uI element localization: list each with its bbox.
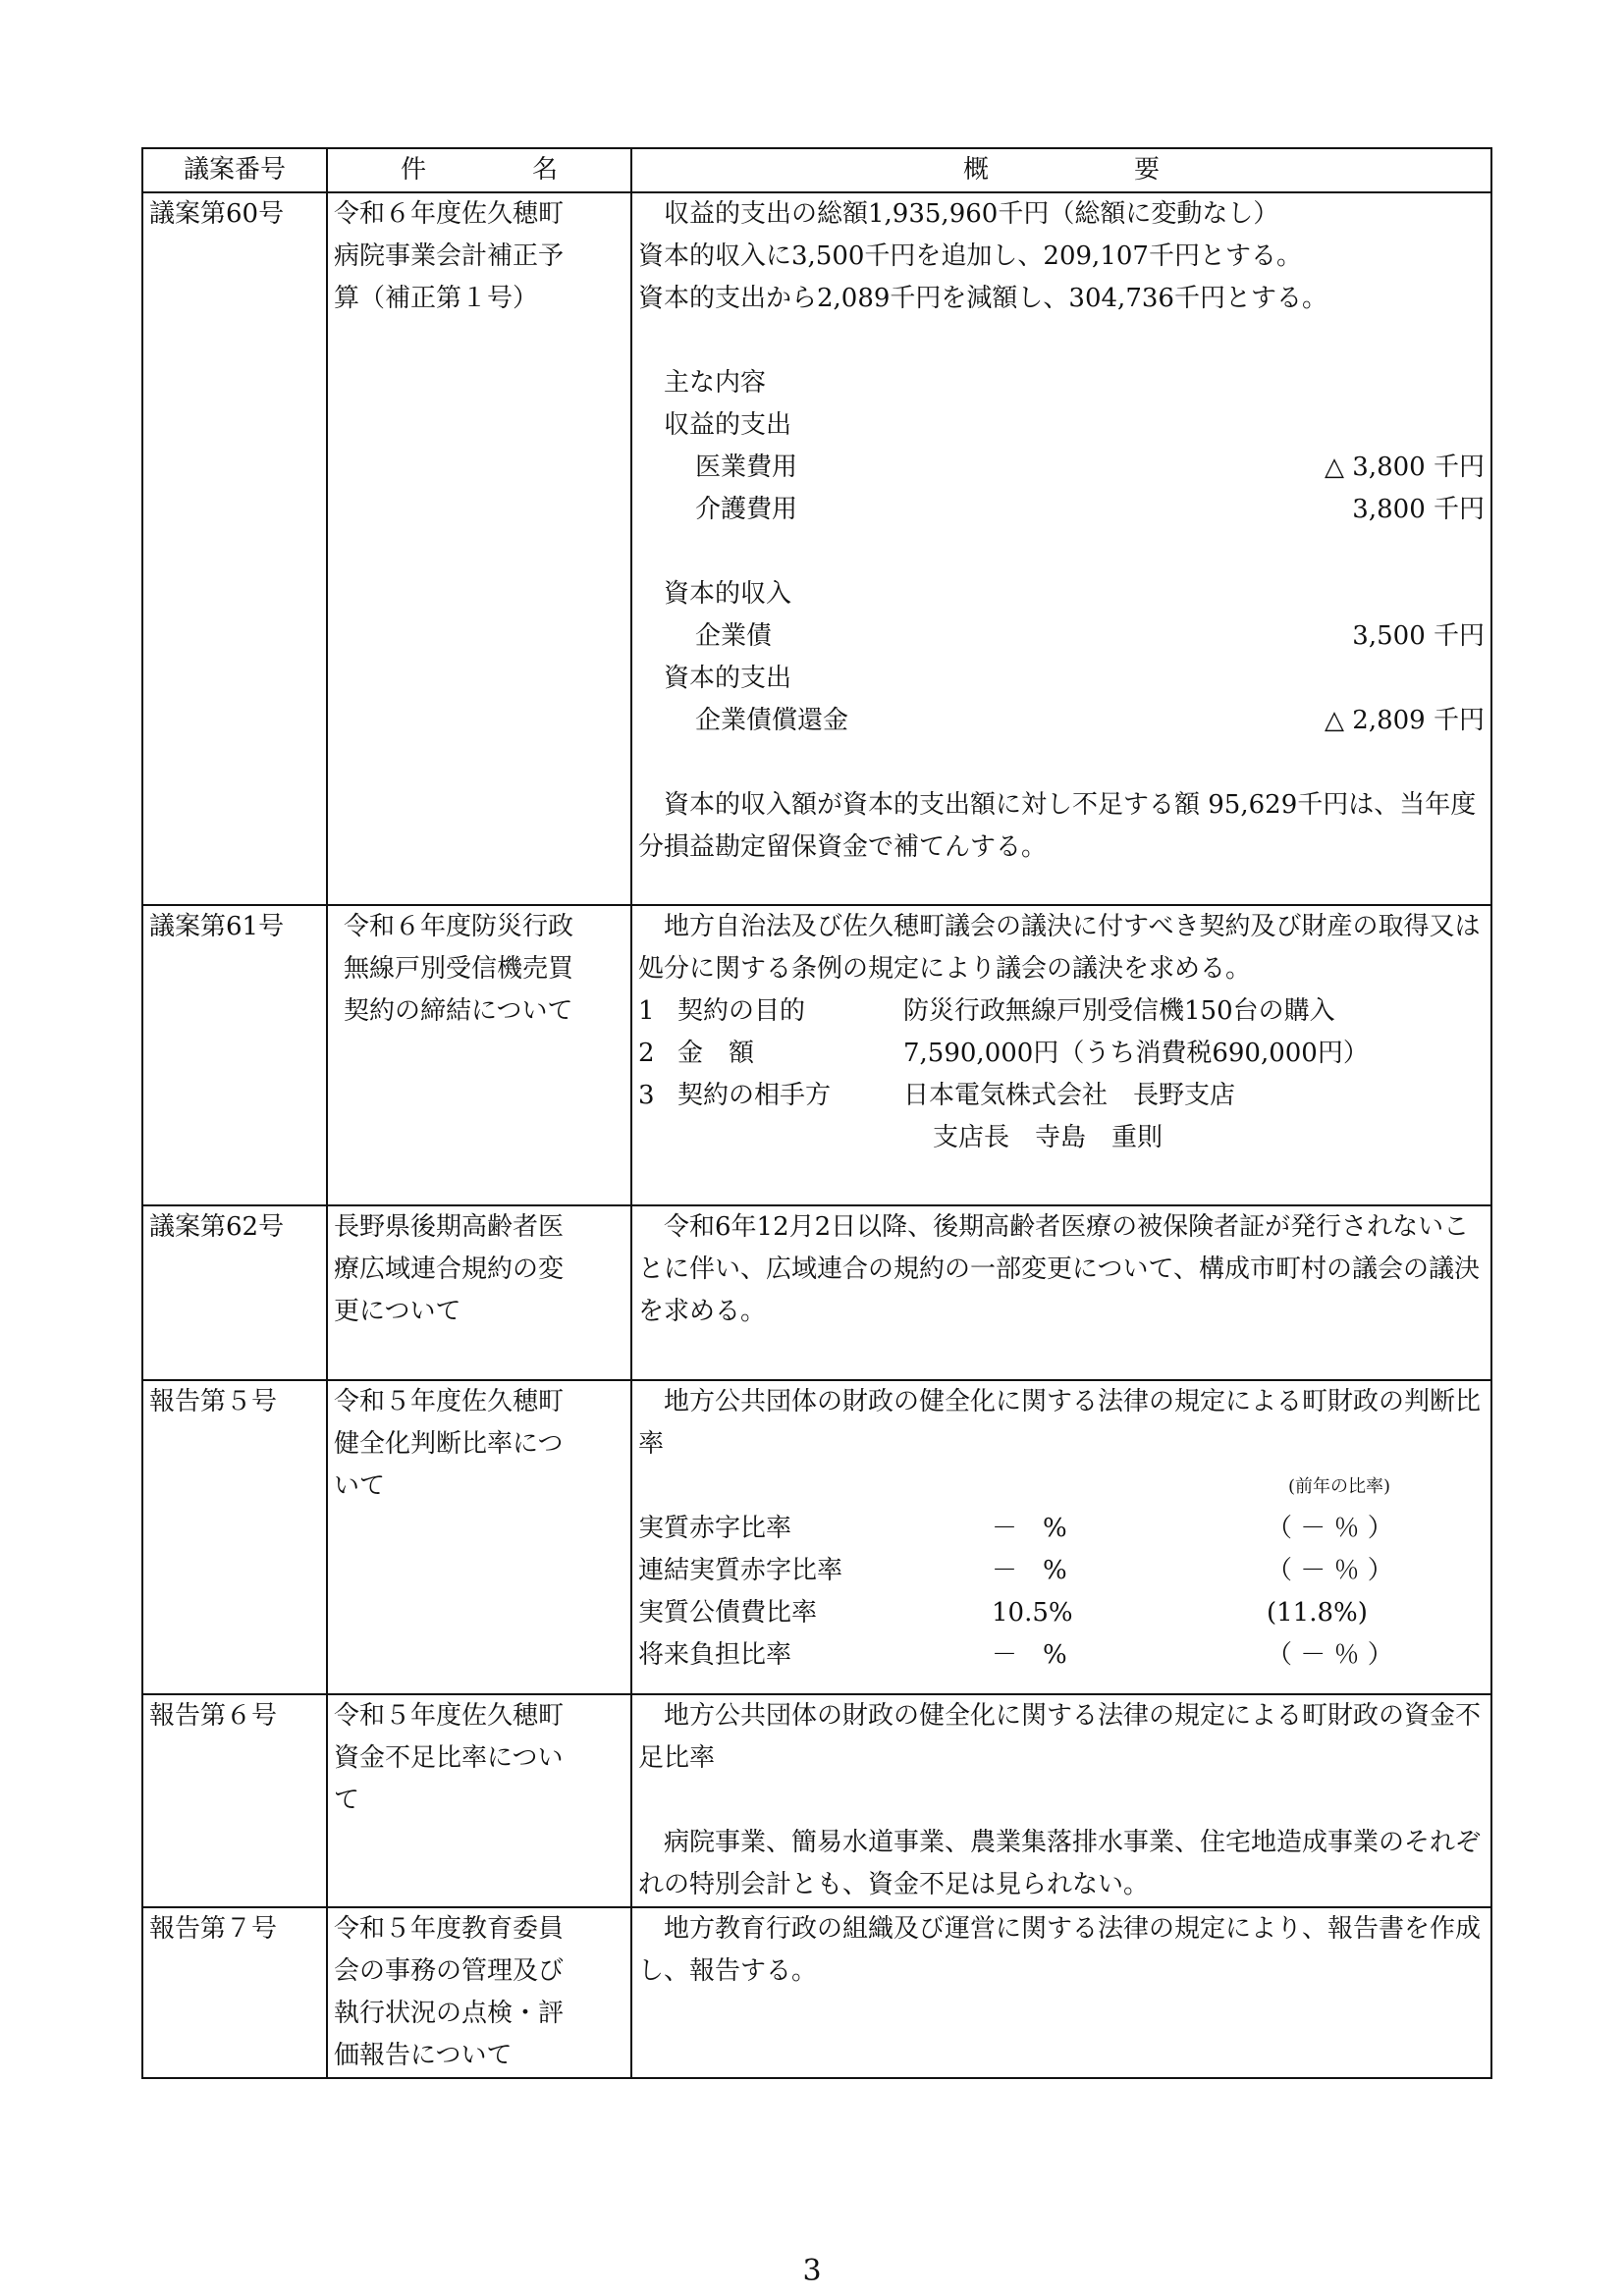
budget-item (638, 615, 1485, 658)
ratio-value: － % (992, 1556, 1067, 1585)
contract-value: 日本電気株式会社 長野支店 (903, 1081, 1236, 1110)
contract-line (638, 990, 1485, 1033)
item-title: 令和５年度佐久穂町 資金不足比率につい て (327, 1694, 631, 1907)
item-summary (631, 1205, 1491, 1380)
summary-line: 資本的支出から2,089千円を減額し、304,736千円とする。 (638, 284, 1327, 313)
header-number: 議案番号 (142, 148, 327, 192)
contract-no: 3 (638, 1081, 655, 1110)
budget-item-name: 企業債 (695, 621, 773, 651)
summary-text: 地方教育行政の組織及び運営に関する法律の規定により、報告書を作成し、報告する。 (638, 1914, 1482, 1986)
header-title: 件 名 (327, 148, 631, 192)
table-row (142, 905, 1491, 1205)
item-summary (631, 1380, 1491, 1694)
budget-item-name: 医業費用 (695, 453, 798, 482)
summary-text: 病院事業、簡易水道事業、農業集落排水事業、住宅地造成事業のそれぞれの特別会計とも、資金不足は見られない。 (638, 1828, 1482, 1899)
item-number: 報告第７号 (142, 1907, 327, 2078)
contract-line (638, 1075, 1485, 1117)
ratio-label: 実質赤字比率 (638, 1514, 792, 1543)
ratio-value: 10.5% (992, 1598, 1073, 1628)
item-title: 令和６年度佐久穂町 病院事業会計補正予 算（補正第１号） (327, 192, 631, 905)
ratio-previous: （ － ％ ） (1267, 1556, 1393, 1585)
contract-value: 防災行政無線戸別受信機150台の購入 (903, 996, 1335, 1026)
contract-representative: 支店長 寺島 重則 (933, 1123, 1164, 1152)
budget-item-amount: 3,500 千円 (1352, 621, 1485, 651)
table-header-row (142, 148, 1491, 192)
ratio-row (638, 1550, 1485, 1592)
header-summary: 概 要 (631, 148, 1491, 192)
contract-label: 契約の目的 (677, 996, 806, 1026)
item-title: 令和６年度防災行政 無線戸別受信機売買 契約の締結について (327, 905, 631, 1205)
ratio-label: 将来負担比率 (638, 1640, 792, 1670)
item-number: 議案第60号 (142, 192, 327, 905)
table-row (142, 192, 1491, 905)
summary-text: 地方自治法及び佐久穂町議会の議決に付すべき契約及び財産の取得又は処分に関する条例の規定により議会の議決を求める。 (638, 912, 1481, 984)
summary-text: 地方公共団体の財政の健全化に関する法律の規定による町財政の判断比率 (638, 1387, 1482, 1459)
ratio-row (638, 1592, 1485, 1634)
table-row (142, 1907, 1491, 2078)
item-title: 長野県後期高齢者医 療広域連合規約の変 更について (327, 1205, 631, 1380)
summary-text: 地方公共団体の財政の健全化に関する法律の規定による町財政の資金不足比率 (638, 1701, 1482, 1773)
item-number: 報告第５号 (142, 1380, 327, 1694)
budget-item-name: 介護費用 (695, 495, 798, 524)
group-label: 資本的支出 (664, 664, 792, 693)
ratio-value: － % (992, 1514, 1067, 1543)
summary-text: 令和6年12月2日以降、後期高齢者医療の被保険者証が発行されないことに伴い、広域連合の規約の一部変更について、構成市町村の議会の議決を求める。 (638, 1212, 1480, 1326)
table-row (142, 1205, 1491, 1380)
ratio-value: － % (992, 1640, 1067, 1670)
contract-label: 金 額 (677, 1039, 755, 1068)
table-row (142, 1694, 1491, 1907)
contract-no: 2 (638, 1039, 655, 1068)
summary-line: 資本的収入に3,500千円を追加し、209,107千円とする。 (638, 241, 1302, 271)
ratio-previous: (11.8%) (1267, 1598, 1368, 1628)
group-label: 資本的収入 (664, 579, 792, 609)
item-number: 議案第61号 (142, 905, 327, 1205)
budget-item (638, 700, 1485, 742)
contract-label: 契約の相手方 (677, 1081, 832, 1110)
item-summary (631, 905, 1491, 1205)
summary-line: 収益的支出の総額1,935,960千円（総額に変動なし） (664, 199, 1279, 229)
agenda-table (141, 147, 1492, 2079)
item-number: 議案第62号 (142, 1205, 327, 1380)
previous-year-header: (前年の比率) (1287, 1476, 1390, 1497)
contract-no: 1 (638, 996, 655, 1026)
contract-value: 7,590,000円（うち消費税690,000円） (903, 1039, 1369, 1068)
main-content-heading: 主な内容 (664, 368, 767, 398)
ratio-previous: （ － ％ ） (1267, 1514, 1393, 1543)
budget-item-amount: 3,800 千円 (1352, 495, 1485, 524)
budget-item-amount: △ 2,809 千円 (1325, 706, 1485, 735)
group-label: 収益的支出 (664, 410, 792, 440)
ratio-label: 実質公債費比率 (638, 1598, 818, 1628)
contract-line (638, 1033, 1485, 1075)
item-title: 令和５年度教育委員 会の事務の管理及び 執行状況の点検・評 価報告について (327, 1907, 631, 2078)
budget-item-name: 企業債償還金 (695, 706, 849, 735)
item-summary (631, 1694, 1491, 1907)
item-title: 令和５年度佐久穂町 健全化判断比率につ いて (327, 1380, 631, 1694)
budget-item-amount: △ 3,800 千円 (1325, 453, 1485, 482)
ratio-row (638, 1508, 1485, 1550)
ratio-row (638, 1634, 1485, 1677)
item-summary (631, 1907, 1491, 2078)
page-number: 3 (802, 2254, 822, 2288)
budget-item (638, 489, 1485, 531)
ratio-label: 連結実質赤字比率 (638, 1556, 843, 1585)
budget-item (638, 447, 1485, 489)
closing-text: 資本的収入額が資本的支出額に対し不足する額 95,629千円は、当年度分損益勘定留保資金で補てんする。 (638, 790, 1477, 862)
item-summary (631, 192, 1491, 905)
item-number: 報告第６号 (142, 1694, 327, 1907)
ratio-previous: （ － ％ ） (1267, 1640, 1393, 1670)
table-row (142, 1380, 1491, 1694)
